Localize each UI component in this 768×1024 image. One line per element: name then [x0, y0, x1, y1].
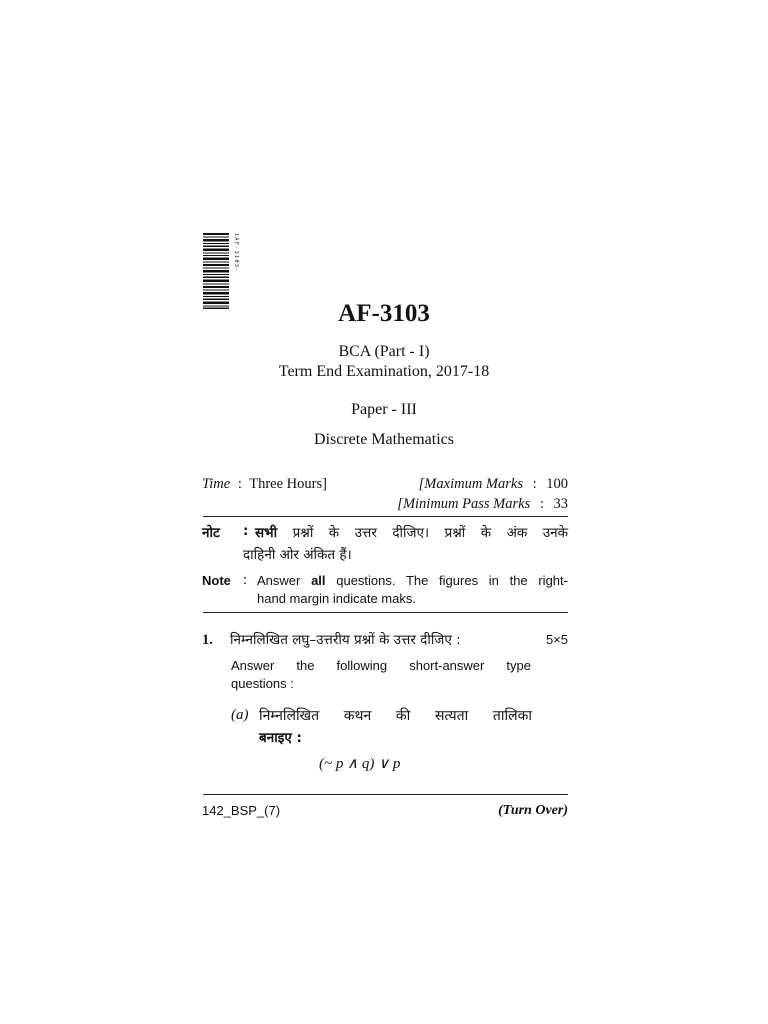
time-value: Three Hours]	[249, 476, 327, 492]
time-row	[202, 474, 327, 494]
note-hindi-line1	[255, 523, 568, 541]
part-a-label: (a)	[231, 707, 249, 723]
note-english-line1-post: questions. The figures in the right-	[336, 573, 568, 588]
divider-top	[203, 516, 568, 517]
note-hindi-line2: दाहिनी ओर अंकित हैं।	[243, 547, 352, 563]
time-label: Time	[202, 476, 231, 492]
course-title: BCA (Part - I)	[338, 343, 430, 360]
note-english-sep: :	[243, 572, 248, 588]
divider-bottom	[203, 794, 568, 795]
question-hindi: निम्नलिखित लघु–उत्तरीय प्रश्नों के उत्तर दीजिए :	[230, 632, 461, 648]
footer-code: 142_BSP_(7)	[202, 803, 281, 818]
max-marks-label: [Maximum Marks	[418, 476, 523, 492]
divider-middle	[203, 612, 568, 613]
question-number: 1.	[202, 632, 213, 648]
part-a-formula: (~ p ∧ q) ∨ p	[319, 756, 401, 772]
exam-title: Term End Examination, 2017-18	[278, 363, 490, 380]
part-a-hindi-line2: बनाइए :	[259, 730, 302, 746]
note-hindi-bold-word: सभी	[255, 525, 278, 541]
note-english-line1-pre: Answer	[257, 573, 301, 588]
time-sep: :	[237, 476, 242, 492]
note-english-bold: all	[311, 573, 326, 588]
min-marks-sep: :	[539, 496, 544, 512]
min-marks-row	[397, 494, 568, 514]
question-english-line1: Answer the following short-answer type	[231, 658, 531, 673]
max-marks-value: 100	[546, 476, 568, 492]
note-hindi-sep: :	[243, 523, 249, 539]
turn-over-label: (Turn Over)	[498, 803, 568, 818]
paper-code: AF-3103	[338, 300, 430, 327]
note-hindi-line1-rest: प्रश्नों के उत्तर दीजिए। प्रश्नों के अंक उनके	[292, 525, 568, 541]
min-marks-value: 33	[553, 496, 568, 512]
note-hindi-label: नोट	[202, 525, 220, 541]
part-a-hindi-line1: निम्नलिखित कथन की सत्यता तालिका	[259, 708, 532, 724]
note-english-label: Note	[202, 573, 231, 588]
note-english-line1	[257, 571, 568, 591]
min-marks-label: [Minimum Pass Marks	[397, 496, 531, 512]
paper-number: Paper - III	[351, 401, 417, 418]
max-marks-sep: :	[532, 476, 537, 492]
note-english-line2: hand margin indicate maks.	[257, 591, 416, 606]
question-english-line2: questions :	[231, 676, 294, 691]
question-marks: 5×5	[545, 632, 568, 647]
barcode-digits: 1AF-3103-	[233, 233, 239, 273]
barcode-graphic	[203, 233, 229, 309]
barcode	[203, 233, 229, 309]
subject-title: Discrete Mathematics	[314, 431, 454, 448]
max-marks-row	[419, 474, 568, 494]
